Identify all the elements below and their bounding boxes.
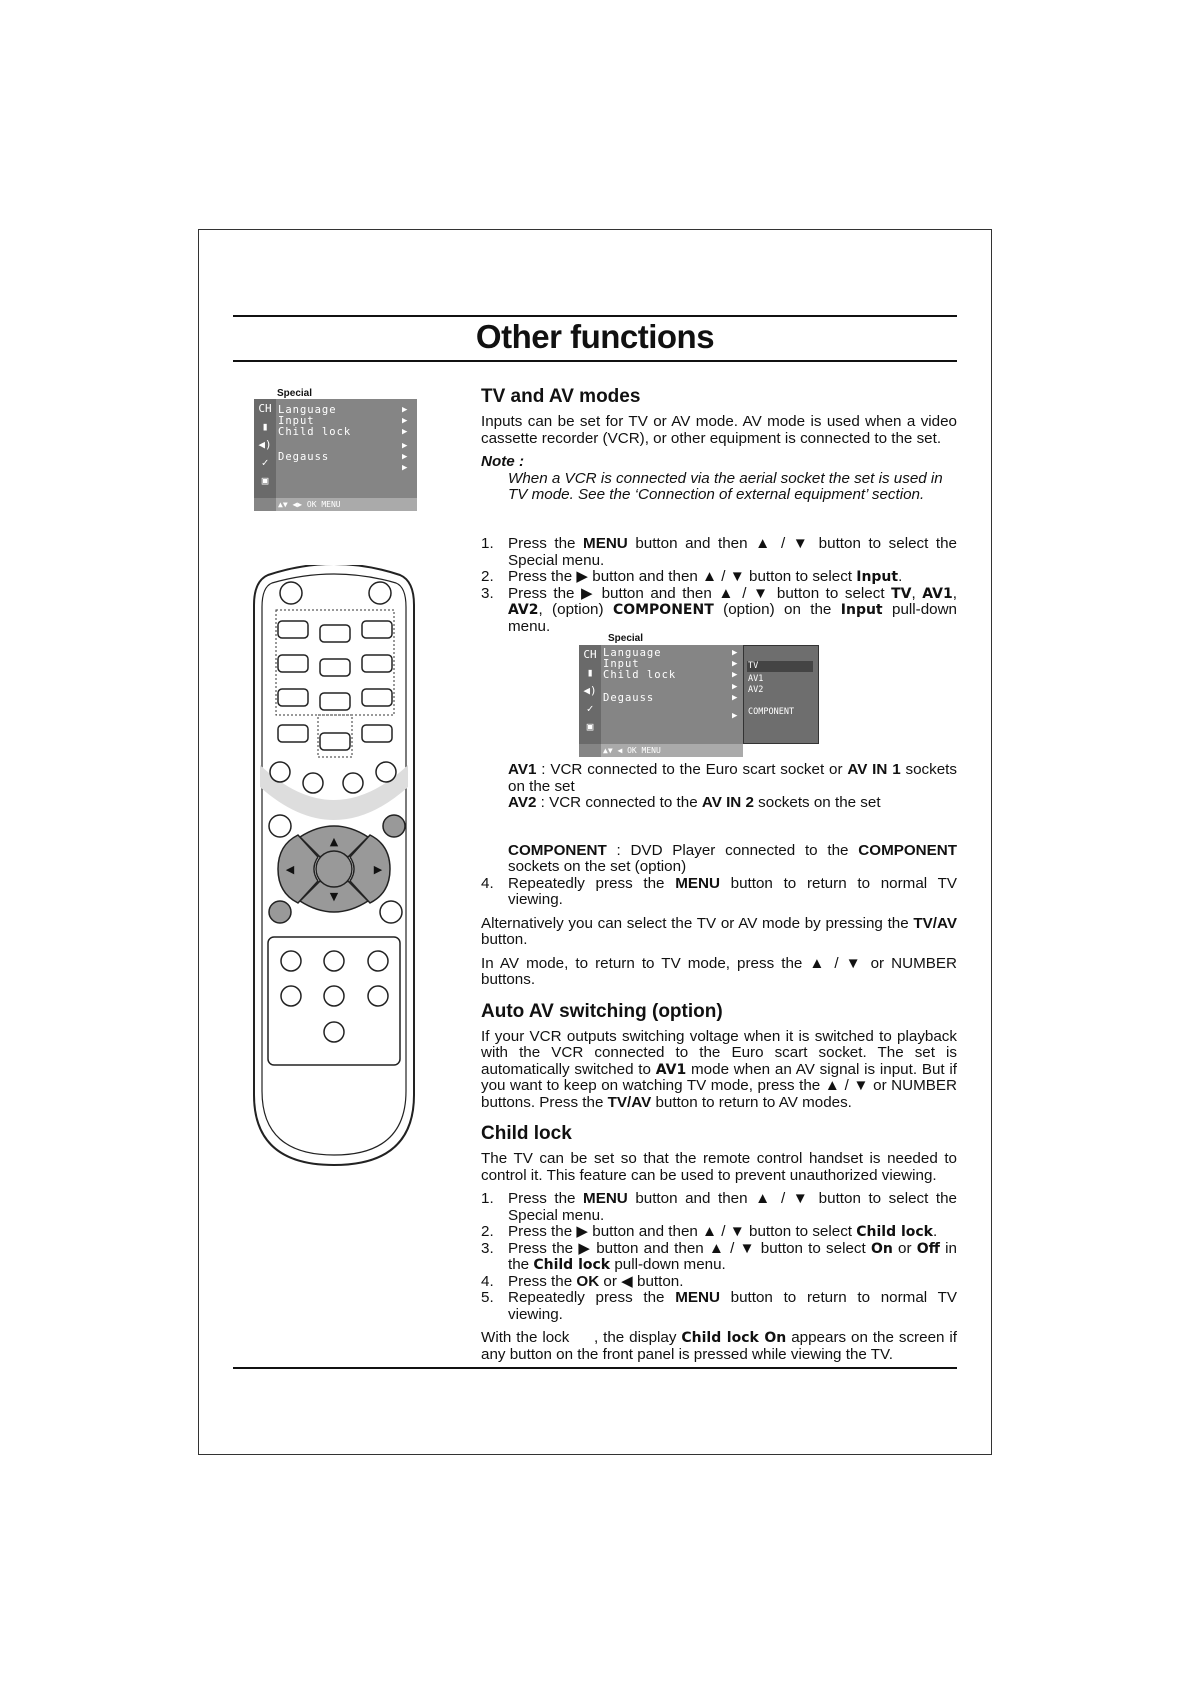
osd-item-child-lock: Child lock xyxy=(278,426,352,438)
tv-av-intro: Inputs can be set for TV or AV mode. AV mode is used when a video cassette recorder (VCR), or other equipment is connected to the set. xyxy=(481,413,957,447)
cl-step-5: 5. Repeatedly press the MENU button to return to normal TV viewing. xyxy=(481,1289,957,1323)
svg-text:▶: ▶ xyxy=(373,863,383,876)
arrow-right-icon: ▶ xyxy=(732,670,738,680)
tv-av-section xyxy=(481,386,957,504)
osd-input-menu xyxy=(579,645,743,757)
top-rule xyxy=(233,315,957,317)
channel-icon: CH xyxy=(258,402,272,415)
av2-description: AV2 : VCR connected to the AV IN 2 sockets on the set xyxy=(508,794,881,811)
sound-icon: ◀) xyxy=(258,438,272,451)
special-icon: ▣ xyxy=(586,720,594,733)
step-4: 4. Repeatedly press the MENU button to return to normal TV viewing. xyxy=(481,874,957,908)
svg-text:◀: ◀ xyxy=(285,863,295,876)
bottom-rule xyxy=(233,1367,957,1369)
osd-item-degauss: Degauss xyxy=(278,451,330,463)
cl-step-3: 3. Press the ▶ button and then ▲ / ▼ button to select On or Off in the Child lock pull-down menu. xyxy=(481,1239,957,1273)
power-button xyxy=(280,582,302,604)
cl-step-4: 4. Press the OK or ◀ button. xyxy=(481,1272,684,1290)
step-2: 2. Press the ▶ button and then ▲ / ▼ button to select Input. xyxy=(481,568,903,585)
submenu-av1: AV1 xyxy=(748,674,764,684)
osd-item-input: Input xyxy=(278,415,315,427)
arrow-right-icon: ▶ xyxy=(402,405,408,415)
auto-av-heading: Auto AV switching (option) xyxy=(481,1000,723,1022)
cl-step-2: 2. Press the ▶ button and then ▲ / ▼ button to select Child lock. xyxy=(481,1223,938,1240)
note-text: When a VCR is connected via the aerial socket the set is used in TV mode. See the ‘Connection of external equipment’ section. xyxy=(508,469,943,503)
osd-special-label: Special xyxy=(277,388,313,399)
osd2-item-child-lock: Child lock xyxy=(603,669,677,681)
osd2-special-label: Special xyxy=(608,633,644,644)
channel-icon: CH xyxy=(583,648,597,661)
page-title: Other functions xyxy=(475,318,715,355)
osd-item-language: Language xyxy=(278,404,337,416)
step-1: 1. Press the MENU button and then ▲ / ▼ button to select the Special menu. xyxy=(481,535,957,569)
submenu-av2: AV2 xyxy=(748,685,764,695)
input-submenu xyxy=(743,645,819,744)
svg-text:▼: ▼ xyxy=(329,890,339,903)
arrow-right-icon: ▶ xyxy=(732,682,738,692)
picture-icon: ▮ xyxy=(586,666,594,679)
osd-special-menu xyxy=(254,399,417,511)
cl-step-1: 1. Press the MENU button and then ▲ / ▼ button to select the Special menu. xyxy=(481,1190,957,1224)
input-descriptions xyxy=(481,762,957,1363)
picture-icon: ▮ xyxy=(261,420,269,433)
osd-side-icons xyxy=(254,399,276,498)
osd2-item-input: Input xyxy=(603,658,640,670)
submenu-component: COMPONENT xyxy=(748,707,795,717)
tv-av-heading: TV and AV modes xyxy=(481,386,641,407)
arrow-right-icon: ▶ xyxy=(732,659,738,669)
osd2-side-icons xyxy=(579,645,601,744)
arrow-right-icon: ▶ xyxy=(402,416,408,426)
osd2-item-degauss: Degauss xyxy=(603,692,655,704)
svg-text:▲: ▲ xyxy=(329,835,339,848)
sound-icon: ◀) xyxy=(583,684,597,697)
arrow-right-icon: ▶ xyxy=(732,711,738,721)
osd2-item-language: Language xyxy=(603,647,662,659)
arrow-right-icon: ▶ xyxy=(402,427,408,437)
arrow-right-icon: ▶ xyxy=(732,648,738,658)
arrow-right-icon: ▶ xyxy=(732,693,738,703)
child-lock-intro: The TV can be set so that the remote control handset is needed to control it. This feature can be used to prevent unauthorized viewing. xyxy=(481,1150,957,1184)
osd-nav-bar: ▲▼ ◀▶ OK MENU xyxy=(276,498,417,511)
title-rule xyxy=(233,360,957,362)
child-lock-final: With the lock , the display Child lock On appears on the screen if any button on the front panel is pressed while viewing the TV. xyxy=(481,1329,957,1363)
step-3: 3. Press the ▶ button and then ▲ / ▼ button to select TV, AV1, AV2, (option) COMPONENT (option) on the Input pull-down menu. xyxy=(481,584,958,635)
tv-av-steps xyxy=(481,536,957,635)
mute-button xyxy=(369,582,391,604)
arrow-right-icon: ▶ xyxy=(402,452,408,462)
av1-description: AV1 : VCR connected to the Euro scart socket or AV IN 1 sockets on the set xyxy=(508,761,957,795)
return-text: In AV mode, to return to TV mode, press the ▲ / ▼ or NUMBER buttons. xyxy=(481,954,957,988)
remote-control-illustration xyxy=(248,565,420,1173)
auto-av-text: If your VCR outputs switching voltage when it is switched to playback with the VCR connected to the Euro scart socket. The set is automatically switched to AV1 mode when an AV signal is input. But if you want to keep on watching TV mode, press the ▲ / ▼ or NUMBER buttons. Press the TV/AV button to return to AV modes. xyxy=(481,1027,957,1111)
check-icon: ✓ xyxy=(586,702,594,715)
submenu-tv: TV xyxy=(748,661,759,671)
alternative-text: Alternatively you can select the TV or AV mode by pressing the TV/AV button. xyxy=(481,914,957,948)
note-heading: Note : xyxy=(481,453,525,470)
child-lock-heading: Child lock xyxy=(481,1123,572,1144)
arrow-right-icon: ▶ xyxy=(402,463,408,473)
osd2-nav-bar: ▲▼ ◀ OK MENU xyxy=(601,744,743,757)
arrow-right-icon: ▶ xyxy=(402,441,408,451)
check-icon: ✓ xyxy=(261,456,269,469)
special-icon: ▣ xyxy=(261,474,269,487)
component-description: COMPONENT : DVD Player connected to the COMPONENT sockets on the set (option) xyxy=(508,841,957,875)
